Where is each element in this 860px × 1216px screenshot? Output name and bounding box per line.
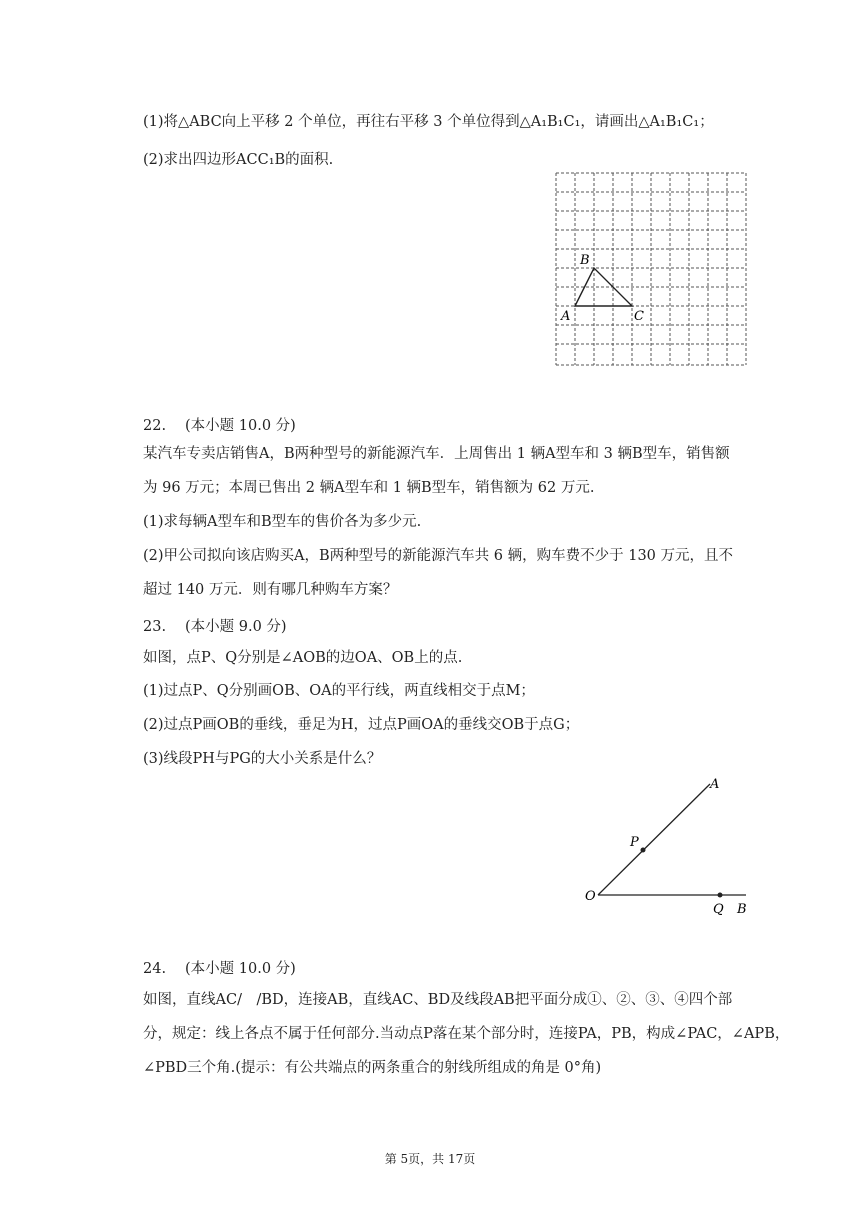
q21-part2: (2)求出四边形ACC₁B的面积.: [143, 152, 334, 168]
q24-number: 24.: [143, 961, 167, 977]
q23-number: 23.: [143, 619, 167, 635]
page-footer: 第 5页，共 17页: [384, 1152, 476, 1166]
grid-lines: [556, 173, 746, 365]
point-p: [641, 848, 646, 853]
q23-part3: (3)线段PH与PG的大小关系是什么？: [143, 751, 382, 767]
label-c: C: [634, 309, 644, 324]
label-a: A: [710, 777, 720, 792]
q22-header: [143, 414, 296, 435]
q24-points: (本小题 10.0 分): [185, 961, 296, 977]
q22-part2-line2: 超过 140 万元．则有哪几种购车方案？: [143, 582, 398, 598]
q23-part1: (1)过点P、Q分别画OB、OA的平行线，两直线相交于点M；: [143, 683, 535, 699]
q22-line2: 为 96 万元；本周已售出 2 辆A型车和 1 辆B型车，销售额为 62 万元.: [143, 480, 595, 496]
q23-line1: 如图，点P、Q分别是∠AOB的边OA、OB上的点.: [143, 650, 463, 666]
label-a: A: [561, 309, 571, 324]
label-o: O: [585, 889, 596, 904]
label-p: P: [630, 835, 639, 850]
q22-part1: (1)求每辆A型车和B型车的售价各为多少元.: [143, 514, 422, 530]
ray-oa: [598, 784, 710, 895]
q23-points: (本小题 9.0 分): [185, 619, 287, 635]
angle-figure: [580, 770, 760, 920]
point-q: [718, 893, 723, 898]
q24-line3: ∠PBD三个角.(提示：有公共端点的两条重合的射线所组成的角是 0°角): [143, 1060, 602, 1076]
label-q: Q: [713, 902, 724, 917]
q23-header: [143, 615, 287, 636]
q24-line2: 分，规定：线上各点不属于任何部分.当动点P落在某个部分时，连接PA，PB，构成∠PAC，∠APB，: [143, 1026, 790, 1042]
q24-line1: 如图，直线AC/ /BD，连接AB，直线AC、BD及线段AB把平面分成①、②、③、④四个部: [143, 992, 733, 1008]
q24-header: [143, 957, 296, 978]
q22-points: (本小题 10.0 分): [185, 418, 296, 434]
q22-part2-line1: (2)甲公司拟向该店购买A，B两种型号的新能源汽车共 6 辆，购车费不少于 130 万元，且不: [143, 548, 734, 564]
label-b: B: [737, 902, 747, 917]
grid-figure: [548, 168, 753, 372]
q22-line1: 某汽车专卖店销售A，B两种型号的新能源汽车．上周售出 1 辆A型车和 3 辆B型车，销售额: [143, 446, 730, 462]
q23-part2: (2)过点P画OB的垂线，垂足为H，过点P画OA的垂线交OB于点G；: [143, 717, 580, 733]
q21-part1: (1)将△ABC向上平移 2 个单位，再往右平移 3 个单位得到△A₁B₁C₁，请画出△A₁B₁C₁；: [143, 114, 714, 130]
q22-number: 22.: [143, 418, 167, 434]
label-b: B: [580, 253, 590, 268]
